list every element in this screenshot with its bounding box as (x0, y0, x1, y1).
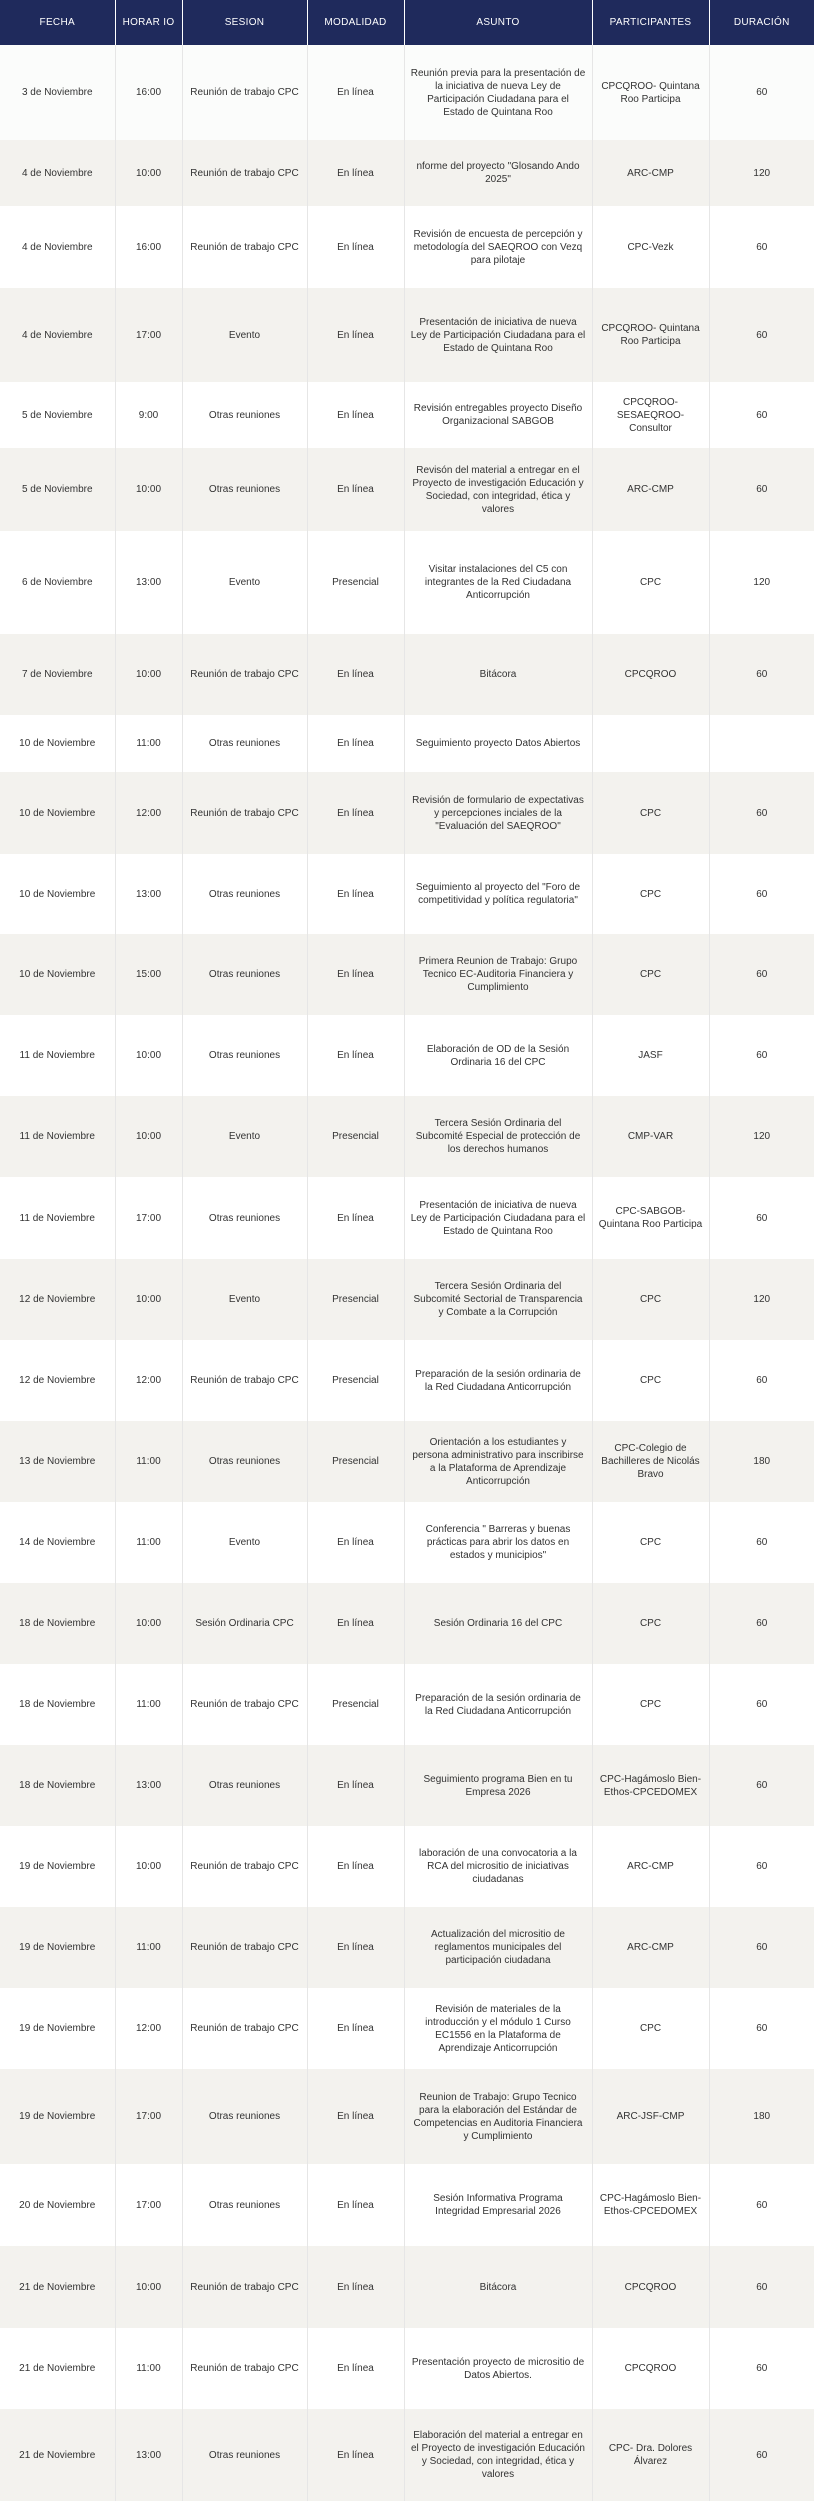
cell-duracion: 60 (756, 888, 768, 900)
cell-duracion: 60 (756, 2449, 768, 2461)
cell-hora: 10:00 (115, 1583, 182, 1664)
cell-sesion: Evento (182, 1259, 307, 1340)
cell-participantes: CPC (592, 772, 709, 854)
table-row (0, 1745, 814, 1826)
table-row (0, 1583, 814, 1664)
cell-participantes: CMP-VAR (592, 1096, 709, 1177)
cell-duracion: 60 (756, 1861, 768, 1872)
cell-asunto: Presentación de iniciativa de nueva Ley de Participación Ciudadana para el Estado de Quintana Roo (404, 288, 592, 382)
cell-fecha: 19 de Noviembre (0, 1907, 115, 1988)
cell-asunto: Actualización del micrositio de reglamentos municipales del participación ciudadana (404, 1907, 592, 1988)
table-row (0, 1340, 814, 1421)
table-row (0, 1826, 814, 1907)
cell-hora: 10:00 (115, 1015, 182, 1096)
cell-modalidad: En línea (307, 140, 404, 206)
cell-sesion: Otras reuniones (182, 2069, 307, 2164)
cell-participantes: ARC-CMP (592, 1826, 709, 1907)
cell-modalidad: En línea (307, 2409, 404, 2501)
cell-modalidad: En línea (307, 382, 404, 448)
cell-duracion: 60 (756, 1050, 768, 1061)
cell-fecha: 5 de Noviembre (0, 382, 115, 448)
header-participantes: PARTICIPANTES (592, 0, 709, 45)
cell-participantes: CPC (592, 1583, 709, 1664)
cell-participantes: CPCQROO (592, 2246, 709, 2328)
cell-hora: 12:00 (115, 1988, 182, 2069)
cell-asunto: Sesión Informativa Programa Integridad Empresarial 2026 (404, 2164, 592, 2246)
header-sesion: SESION (182, 0, 307, 45)
cell-asunto: Tercera Sesión Ordinaria del Subcomité Especial de protección de los derechos humanos (404, 1096, 592, 1177)
table-row (0, 1988, 814, 2069)
cell-hora: 12:00 (115, 1340, 182, 1421)
cell-fecha: 4 de Noviembre (0, 288, 115, 382)
table-row (0, 2069, 814, 2164)
cell-duracion: 120 (753, 577, 771, 588)
cell-fecha: 5 de Noviembre (0, 448, 115, 531)
cell-fecha: 13 de Noviembre (0, 1421, 115, 1502)
cell-sesion: Evento (182, 531, 307, 634)
cell-duracion: 60 (756, 1942, 768, 1953)
cell-asunto: Visitar instalaciones del C5 con integrantes de la Red Ciudadana Anticorrupción (404, 531, 592, 634)
cell-duracion: 60 (756, 1618, 768, 1629)
cell-participantes: CPC-Colegio de Bachilleres de Nicolás Bravo (592, 1421, 709, 1502)
cell-asunto: Revisión entregables proyecto Diseño Organizacional SABGOB (404, 382, 592, 448)
table-row (0, 45, 814, 140)
table-row (0, 2246, 814, 2328)
cell-asunto: Seguimiento programa Bien en tu Empresa 2026 (404, 1745, 592, 1826)
cell-participantes: CPC-Vezk (592, 206, 709, 288)
cell-hora: 13:00 (115, 531, 182, 634)
cell-modalidad: Presencial (307, 1096, 404, 1177)
cell-duracion: 60 (756, 241, 768, 253)
header-asunto: ASUNTO (404, 0, 592, 45)
cell-sesion: Otras reuniones (182, 715, 307, 772)
cell-modalidad: En línea (307, 715, 404, 772)
cell-participantes: CPC-Hagámoslo Bien-Ethos-CPCEDOMEX (592, 2164, 709, 2246)
cell-duracion: 60 (756, 669, 768, 680)
cell-sesion: Otras reuniones (182, 934, 307, 1015)
cell-modalidad: Presencial (307, 1421, 404, 1502)
cell-hora: 17:00 (115, 2069, 182, 2164)
cell-modalidad: En línea (307, 2328, 404, 2409)
cell-fecha: 19 de Noviembre (0, 2069, 115, 2164)
cell-fecha: 4 de Noviembre (0, 206, 115, 288)
cell-sesion: Otras reuniones (182, 382, 307, 448)
cell-sesion: Otras reuniones (182, 854, 307, 934)
cell-duracion: 60 (756, 1537, 768, 1548)
cell-modalidad: En línea (307, 772, 404, 854)
cell-fecha: 19 de Noviembre (0, 1988, 115, 2069)
table-row (0, 531, 814, 634)
cell-asunto: Elaboración del material a entregar en el Proyecto de investigación Educación y Sociedad, con integridad, ética y valores (404, 2409, 592, 2501)
cell-modalidad: En línea (307, 45, 404, 140)
cell-modalidad: Presencial (307, 1664, 404, 1745)
cell-fecha: 10 de Noviembre (0, 854, 115, 934)
cell-participantes: ARC-JSF-CMP (592, 2069, 709, 2164)
table-row (0, 1907, 814, 1988)
cell-sesion: Otras reuniones (182, 2164, 307, 2246)
cell-fecha: 11 de Noviembre (0, 1096, 115, 1177)
cell-participantes: CPC (592, 1502, 709, 1583)
cell-modalidad: En línea (307, 1907, 404, 1988)
table-row (0, 2164, 814, 2246)
cell-participantes: ARC-CMP (592, 1907, 709, 1988)
cell-sesion: Reunión de trabajo CPC (182, 772, 307, 854)
cell-fecha: 18 de Noviembre (0, 1583, 115, 1664)
cell-sesion: Reunión de trabajo CPC (182, 2246, 307, 2328)
cell-hora: 17:00 (115, 2164, 182, 2246)
cell-modalidad: En línea (307, 448, 404, 531)
cell-hora: 10:00 (115, 2246, 182, 2328)
cell-hora: 10:00 (115, 1259, 182, 1340)
header-hora: HORAR IO (115, 0, 182, 45)
cell-duracion: 60 (756, 2281, 768, 2293)
table-row (0, 140, 814, 206)
table-row (0, 934, 814, 1015)
cell-asunto: Presentación de iniciativa de nueva Ley de Participación Ciudadana para el Estado de Quintana Roo (404, 1177, 592, 1259)
cell-duracion: 120 (753, 1131, 771, 1142)
cell-fecha: 3 de Noviembre (0, 45, 115, 140)
cell-duracion: 60 (756, 2363, 768, 2374)
cell-asunto: Reunion de Trabajo: Grupo Tecnico para la elaboración del Estándar de Competencias en Auditoria Financiera y Cumplimiento (404, 2069, 592, 2164)
cell-fecha: 19 de Noviembre (0, 1826, 115, 1907)
header-row (0, 0, 814, 45)
cell-participantes: CPC (592, 854, 709, 934)
header-fecha: FECHA (0, 0, 115, 45)
cell-participantes: CPC (592, 1340, 709, 1421)
cell-fecha: 4 de Noviembre (0, 140, 115, 206)
cell-sesion: Reunión de trabajo CPC (182, 2328, 307, 2409)
cell-hora: 10:00 (115, 448, 182, 531)
cell-sesion: Reunión de trabajo CPC (182, 1907, 307, 1988)
cell-duracion: 60 (756, 807, 768, 819)
cell-hora: 9:00 (115, 382, 182, 448)
table-row (0, 715, 814, 772)
cell-fecha: 20 de Noviembre (0, 2164, 115, 2246)
table-row (0, 1421, 814, 1502)
cell-fecha: 7 de Noviembre (0, 634, 115, 715)
cell-participantes: CPCQROO- SESAEQROO- Consultor (592, 382, 709, 448)
cell-duracion: 180 (753, 1456, 771, 1467)
cell-asunto: nforme del proyecto "Glosando Ando 2025" (404, 140, 592, 206)
cell-hora: 16:00 (115, 45, 182, 140)
cell-hora: 15:00 (115, 934, 182, 1015)
table-body (0, 45, 814, 2501)
cell-asunto: Revisión de encuesta de percepción y metodología del SAEQROO con Vezq para pilotaje (404, 206, 592, 288)
header-duracion: DURACIÓN (709, 0, 814, 45)
cell-hora: 16:00 (115, 206, 182, 288)
cell-sesion: Otras reuniones (182, 1177, 307, 1259)
cell-hora: 11:00 (115, 2328, 182, 2409)
cell-sesion: Reunión de trabajo CPC (182, 206, 307, 288)
cell-participantes: CPC-SABGOB- Quintana Roo Participa (592, 1177, 709, 1259)
cell-duracion: 60 (756, 969, 768, 980)
cell-fecha: 14 de Noviembre (0, 1502, 115, 1583)
cell-fecha: 11 de Noviembre (0, 1015, 115, 1096)
table-row (0, 2409, 814, 2501)
cell-asunto: Revisón del material a entregar en el Proyecto de investigación Educación y Sociedad, con integridad, ética y valores (404, 448, 592, 531)
cell-asunto: Seguimiento proyecto Datos Abiertos (404, 715, 592, 772)
cell-sesion: Reunión de trabajo CPC (182, 1664, 307, 1745)
cell-hora: 10:00 (115, 1826, 182, 1907)
cell-modalidad: Presencial (307, 1340, 404, 1421)
cell-modalidad: En línea (307, 634, 404, 715)
cell-asunto: Bitácora (404, 634, 592, 715)
cell-hora: 13:00 (115, 1745, 182, 1826)
cell-modalidad: En línea (307, 2069, 404, 2164)
cell-fecha: 21 de Noviembre (0, 2246, 115, 2328)
cell-hora: 17:00 (115, 1177, 182, 1259)
cell-fecha: 18 de Noviembre (0, 1664, 115, 1745)
cell-fecha: 6 de Noviembre (0, 531, 115, 634)
cell-participantes: JASF (592, 1015, 709, 1096)
table-row (0, 1177, 814, 1259)
cell-participantes: CPC (592, 1259, 709, 1340)
table-row (0, 1096, 814, 1177)
cell-fecha: 12 de Noviembre (0, 1259, 115, 1340)
cell-asunto: Sesión Ordinaria 16 del CPC (404, 1583, 592, 1664)
cell-hora: 10:00 (115, 1096, 182, 1177)
cell-participantes: ARC-CMP (592, 448, 709, 531)
table-row (0, 854, 814, 934)
cell-hora: 13:00 (115, 854, 182, 934)
cell-asunto: Conferencia " Barreras y buenas prácticas para abrir los datos en estados y municipios" (404, 1502, 592, 1583)
cell-sesion: Otras reuniones (182, 2409, 307, 2501)
cell-asunto: Revisión de formulario de expectativas y percepciones inciales de la "Evaluación del SAEQROO" (404, 772, 592, 854)
cell-fecha: 18 de Noviembre (0, 1745, 115, 1826)
cell-participantes: CPC (592, 1988, 709, 2069)
cell-modalidad: Presencial (307, 531, 404, 634)
cell-sesion: Reunión de trabajo CPC (182, 634, 307, 715)
cell-fecha: 10 de Noviembre (0, 715, 115, 772)
cell-participantes: CPC (592, 531, 709, 634)
cell-sesion: Otras reuniones (182, 448, 307, 531)
cell-participantes: CPCQROO (592, 634, 709, 715)
cell-fecha: 10 de Noviembre (0, 934, 115, 1015)
table-row (0, 634, 814, 715)
cell-duracion: 180 (753, 2111, 771, 2122)
cell-fecha: 12 de Noviembre (0, 1340, 115, 1421)
cell-duracion: 60 (756, 2023, 768, 2034)
cell-hora: 11:00 (115, 715, 182, 772)
cell-modalidad: En línea (307, 1745, 404, 1826)
table-row (0, 1015, 814, 1096)
cell-modalidad: En línea (307, 2246, 404, 2328)
cell-participantes: CPC (592, 1664, 709, 1745)
table-row (0, 382, 814, 448)
cell-hora: 13:00 (115, 2409, 182, 2501)
cell-duracion: 120 (753, 1294, 771, 1305)
cell-participantes (592, 715, 709, 772)
cell-modalidad: En línea (307, 206, 404, 288)
cell-duracion: 60 (756, 2199, 768, 2211)
cell-hora: 11:00 (115, 1502, 182, 1583)
cell-duracion: 60 (756, 329, 768, 341)
cell-asunto: Preparación de la sesión ordinaria de la Red Ciudadana Anticorrupción (404, 1340, 592, 1421)
cell-hora: 11:00 (115, 1907, 182, 1988)
cell-modalidad: En línea (307, 2164, 404, 2246)
cell-duracion: 120 (753, 167, 771, 179)
table-header (0, 0, 814, 45)
cell-modalidad: En línea (307, 288, 404, 382)
cell-hora: 10:00 (115, 634, 182, 715)
cell-sesion: Reunión de trabajo CPC (182, 1826, 307, 1907)
cell-duracion: 60 (756, 1780, 768, 1791)
cell-sesion: Sesión Ordinaria CPC (182, 1583, 307, 1664)
table-row (0, 1664, 814, 1745)
cell-asunto: Reunión previa para la presentación de la iniciativa de nueva Ley de Participación Ciudadana para el Estado de Quintana Roo (404, 45, 592, 140)
cell-asunto: Preparación de la sesión ordinaria de la Red Ciudadana Anticorrupción (404, 1664, 592, 1745)
cell-sesion: Evento (182, 1096, 307, 1177)
cell-asunto: Presentación proyecto de micrositio de Datos Abiertos. (404, 2328, 592, 2409)
cell-asunto: Elaboración de OD de la Sesión Ordinaria 16 del CPC (404, 1015, 592, 1096)
table-row (0, 2328, 814, 2409)
cell-asunto: Seguimiento al proyecto del "Foro de competitividad y política regulatoria" (404, 854, 592, 934)
cell-participantes: CPCQROO- Quintana Roo Participa (592, 45, 709, 140)
cell-sesion: Evento (182, 288, 307, 382)
cell-duracion: 60 (756, 484, 768, 495)
cell-participantes: CPCQROO- Quintana Roo Participa (592, 288, 709, 382)
cell-sesion: Otras reuniones (182, 1745, 307, 1826)
table-row (0, 1259, 814, 1340)
cell-modalidad: En línea (307, 1583, 404, 1664)
cell-fecha: 21 de Noviembre (0, 2409, 115, 2501)
cell-hora: 11:00 (115, 1421, 182, 1502)
cell-asunto: laboración de una convocatoria a la RCA del micrositio de iniciativas ciudadanas (404, 1826, 592, 1907)
cell-duracion: 60 (756, 1375, 768, 1386)
cell-participantes: CPC (592, 934, 709, 1015)
cell-fecha: 11 de Noviembre (0, 1177, 115, 1259)
cell-asunto: Tercera Sesión Ordinaria del Subcomité Sectorial de Transparencia y Combate a la Corrupción (404, 1259, 592, 1340)
table-row (0, 206, 814, 288)
cell-asunto: Orientación a los estudiantes y persona administrativo para inscribirse a la Plataforma de Aprendizaje Anticorrupción (404, 1421, 592, 1502)
table-row (0, 1502, 814, 1583)
cell-modalidad: En línea (307, 1988, 404, 2069)
cell-modalidad: En línea (307, 934, 404, 1015)
cell-fecha: 21 de Noviembre (0, 2328, 115, 2409)
cell-modalidad: En línea (307, 1015, 404, 1096)
cell-modalidad: En línea (307, 1177, 404, 1259)
cell-modalidad: Presencial (307, 1259, 404, 1340)
cell-duracion: 60 (756, 87, 768, 98)
table-row (0, 448, 814, 531)
cell-sesion: Reunión de trabajo CPC (182, 1988, 307, 2069)
cell-modalidad: En línea (307, 1826, 404, 1907)
header-modalidad: MODALIDAD (307, 0, 404, 45)
cell-sesion: Otras reuniones (182, 1015, 307, 1096)
cell-modalidad: En línea (307, 854, 404, 934)
cell-duracion: 60 (756, 1212, 768, 1224)
cell-duracion: 60 (756, 409, 768, 421)
cell-fecha: 10 de Noviembre (0, 772, 115, 854)
table-row (0, 288, 814, 382)
cell-participantes: CPC-Hagámoslo Bien-Ethos-CPCEDOMEX (592, 1745, 709, 1826)
cell-hora: 12:00 (115, 772, 182, 854)
cell-duracion (709, 715, 814, 772)
cell-participantes: CPCQROO (592, 2328, 709, 2409)
cell-hora: 11:00 (115, 1664, 182, 1745)
cell-sesion: Evento (182, 1502, 307, 1583)
cell-duracion: 60 (756, 1699, 768, 1710)
cell-hora: 10:00 (115, 140, 182, 206)
cell-participantes: CPC- Dra. Dolores Álvarez (592, 2409, 709, 2501)
cell-sesion: Reunión de trabajo CPC (182, 45, 307, 140)
cell-participantes: ARC-CMP (592, 140, 709, 206)
cell-sesion: Reunión de trabajo CPC (182, 1340, 307, 1421)
cell-asunto: Primera Reunion de Trabajo: Grupo Tecnico EC-Auditoria Financiera y Cumplimiento (404, 934, 592, 1015)
cell-sesion: Otras reuniones (182, 1421, 307, 1502)
cell-modalidad: En línea (307, 1502, 404, 1583)
cell-asunto: Revisión de materiales de la introducción y el módulo 1 Curso EC1556 en la Plataforma de Aprendizaje Anticorrupción (404, 1988, 592, 2069)
cell-asunto: Bitácora (404, 2246, 592, 2328)
cell-sesion: Reunión de trabajo CPC (182, 140, 307, 206)
table-row (0, 772, 814, 854)
cell-hora: 17:00 (115, 288, 182, 382)
